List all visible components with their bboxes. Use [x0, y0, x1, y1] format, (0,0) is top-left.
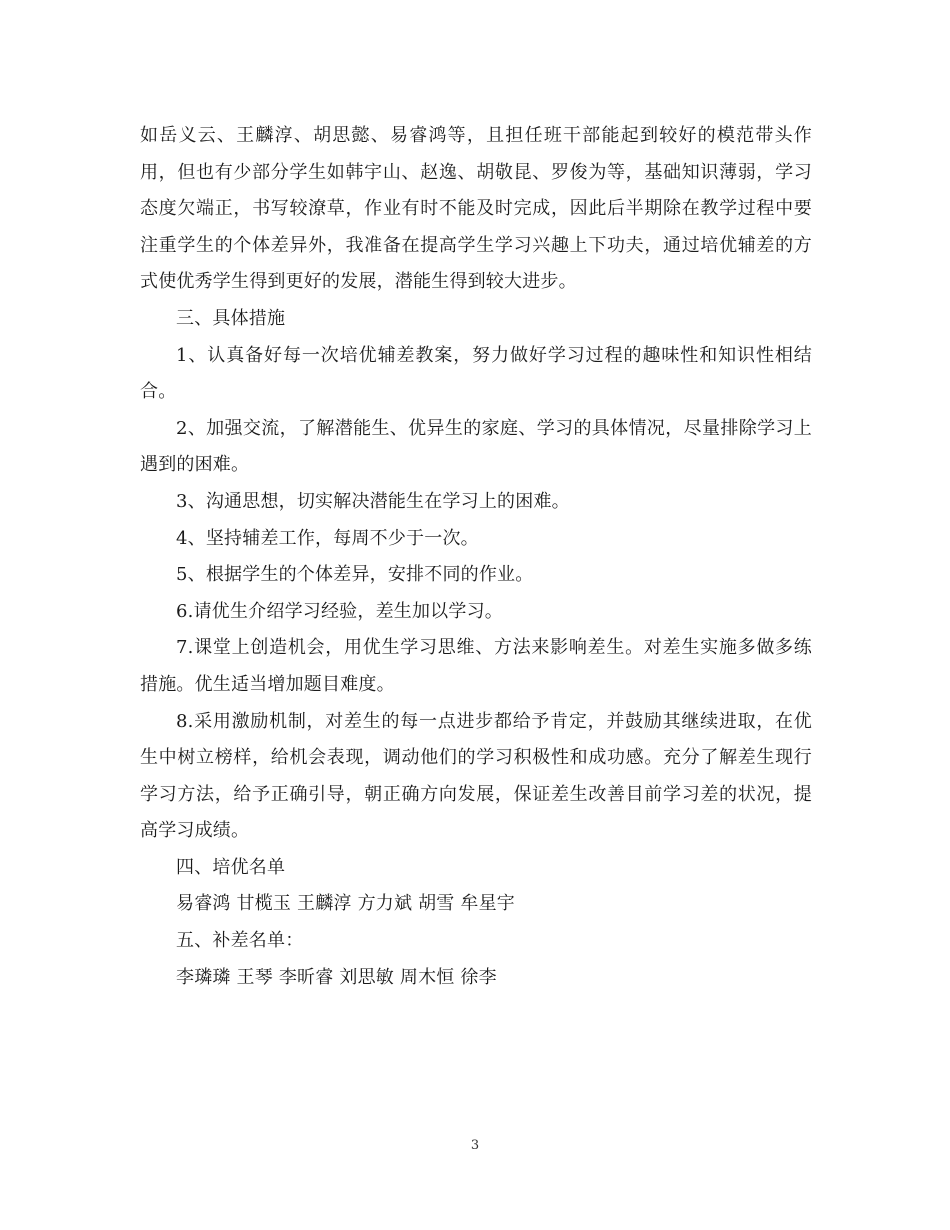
remedial-student-names: 李璘璘 王琴 李昕睿 刘思敏 周木恒 徐李 — [176, 966, 497, 988]
measure-item-7: 7.课堂上创造机会，用优生学习思维、方法来影响差生。对差生实施多做多练措施。优生适当增加题目难度。 — [140, 637, 812, 695]
section-heading-advanced-list: 四、培优名单 — [176, 856, 286, 878]
measure-item-1: 1、认真备好每一次培优辅差教案，努力做好学习过程的趣味性和知识性相结合。 — [140, 344, 812, 403]
section-heading-remedial-list: 五、补差名单： — [176, 930, 304, 952]
measure-item-4: 4、坚持辅差工作，每周不少于一次。 — [176, 527, 479, 549]
measure-item-3: 3、沟通思想，切实解决潜能生在学习上的困难。 — [176, 490, 570, 512]
measure-item-2: 2、加强交流，了解潜能生、优异生的家庭、学习的具体情况，尽量排除学习上遇到的困难。 — [140, 417, 812, 476]
measure-item-8: 8.采用激励机制，对差生的每一点进步都给予肯定，并鼓励其继续进取，在优生中树立榜样，给机会表现，调动他们的学习积极性和成功感。充分了解差生现行学习方法，给予正确引导，朝正确方向发展，保证差生改善目前学习差的状况，提高学习成绩。 — [140, 710, 812, 842]
paragraph-continuation: 如岳义云、王麟淳、胡思懿、易睿鸿等，且担任班干部能起到较好的模范带头作用，但也有少部分学生如韩宇山、赵逸、胡敬昆、罗俊为等，基础知识薄弱，学习态度欠端正，书写较潦草，作业有时不能及时完成，因此后半期除在教学过程中要注重学生的个体差异外，我准备在提高学生学习兴趣上下功夫，通过培优辅差的方式使优秀学生得到更好的发展，潜能生得到较大进步。 — [140, 125, 812, 293]
advanced-student-names: 易睿鸿 甘榄玉 王麟淳 方力斌 胡雪 牟星宇 — [176, 893, 516, 915]
measure-item-6: 6.请优生介绍学习经验，差生加以学习。 — [176, 600, 503, 622]
measure-item-5: 5、根据学生的个体差异，安排不同的作业。 — [176, 564, 534, 586]
document-body — [140, 118, 812, 996]
section-heading-measures: 三、具体措施 — [176, 307, 286, 329]
page-number: 3 — [470, 1138, 480, 1153]
